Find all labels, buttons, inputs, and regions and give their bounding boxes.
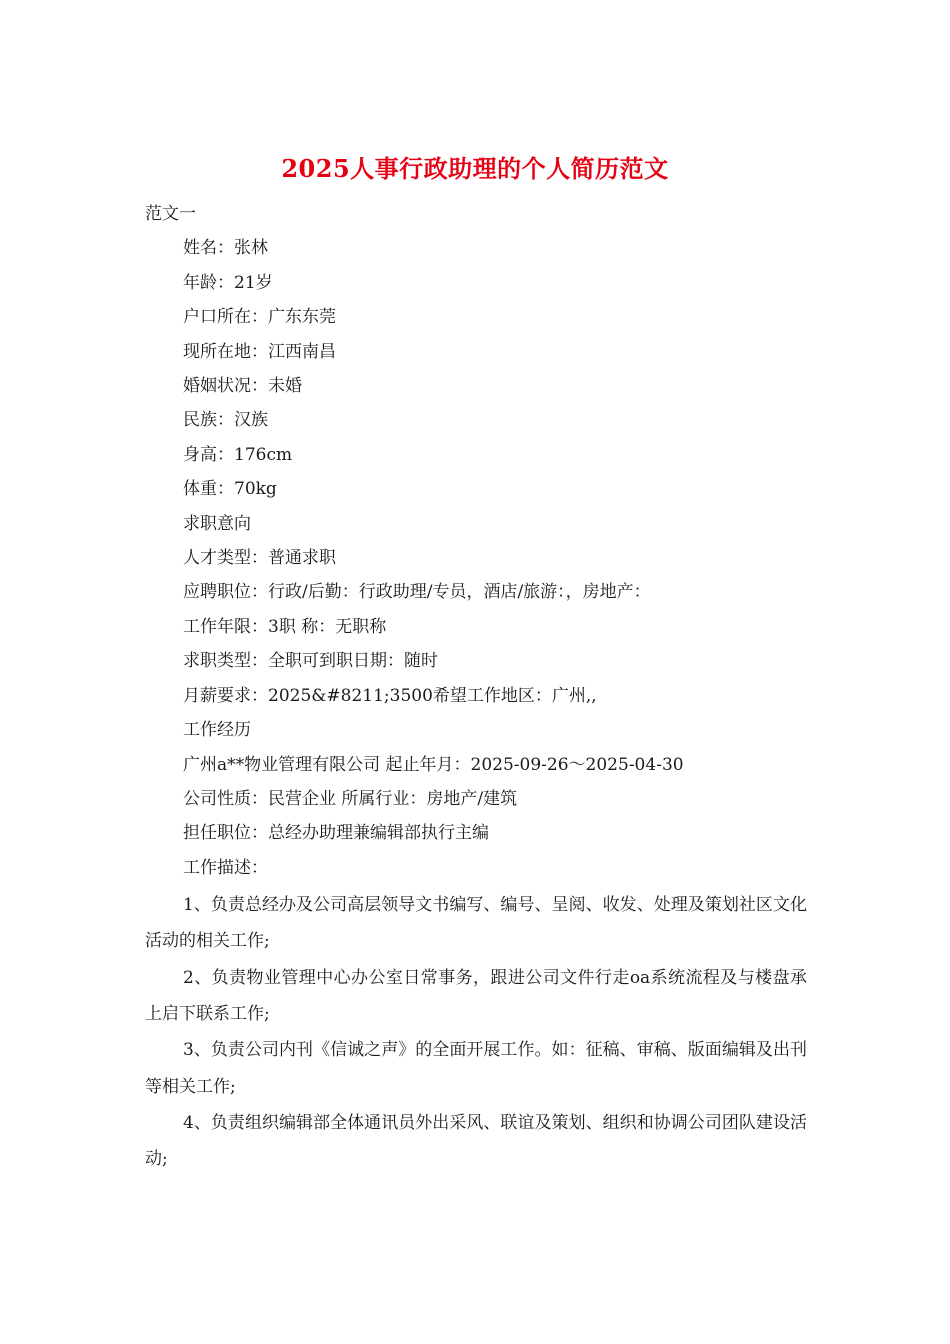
field-line: 体重：70kg: [183, 479, 277, 500]
duty-paragraph: 2、负责物业管理中心办公室日常事务，跟进公司文件行走oa系统流程及与楼盘承上启下联系工作;: [145, 967, 807, 1025]
duty-paragraph: 3、负责公司内刊《信诚之声》的全面开展工作。如：征稿、审稿、版面编辑及出刊等相关工作;: [145, 1040, 807, 1097]
document-body: [145, 197, 807, 1178]
field-line: 户口所在：广东东莞: [183, 307, 336, 328]
field-line: 现所在地：江西南昌: [183, 341, 336, 362]
section-label: 范文一: [145, 204, 196, 224]
duty-list: [145, 887, 807, 1177]
field-line: 年龄：21岁: [183, 272, 273, 293]
field-line: 公司性质：民营企业 所属行业：房地产/建筑: [183, 788, 518, 809]
field-line: 人才类型：普通求职: [183, 548, 336, 569]
duty-paragraph: 1、负责总经办及公司高层领导文书编写、编号、呈阅、收发、处理及策划社区文化活动的相关工作;: [145, 895, 807, 952]
section-heading: 求职意向: [183, 513, 251, 534]
field-line: 工作年限：3职 称：无职称: [183, 616, 387, 637]
section-heading: 工作经历: [183, 720, 251, 741]
field-line: 民族：汉族: [183, 410, 268, 431]
field-line: 担任职位：总经办助理兼编辑部执行主编: [183, 823, 489, 844]
field-line: 求职类型：全职可到职日期：随时: [183, 651, 438, 672]
field-line: 月薪要求：2025&#8211;3500希望工作地区：广州,,: [183, 685, 597, 706]
duty-paragraph: 4、负责组织编辑部全体通讯员外出采风、联谊及策划、组织和协调公司团队建设活动;: [145, 1112, 807, 1170]
document-title: 2025人事行政助理的个人简历范文: [281, 154, 669, 183]
field-line: 身高：176cm: [183, 444, 293, 465]
field-line: 婚姻状况：未婚: [183, 376, 302, 397]
field-line: 工作描述：: [183, 857, 268, 878]
field-line: 姓名：张林: [183, 238, 268, 259]
field-line: 应聘职位：行政/后勤：行政助理/专员，酒店/旅游：，房地产：: [183, 582, 651, 603]
field-line: 广州a**物业管理有限公司 起止年月：2025-09-26～2025-04-30: [183, 754, 684, 775]
